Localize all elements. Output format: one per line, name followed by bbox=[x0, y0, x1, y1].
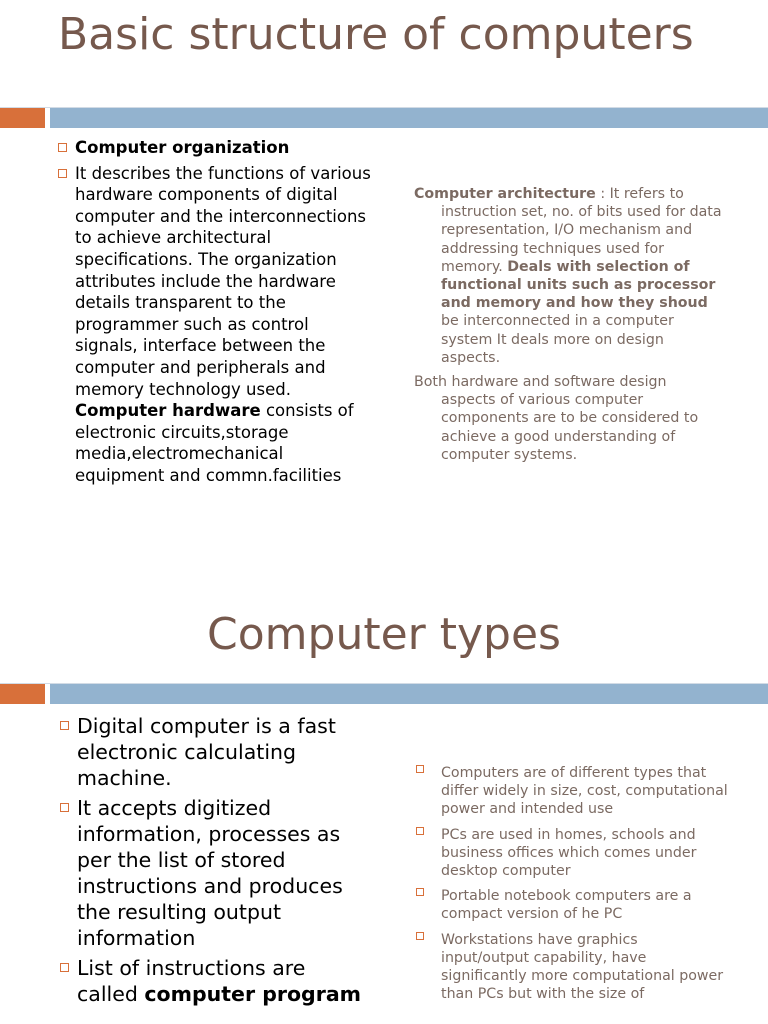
list-item: Workstations have graphics input/output capability, have significantly more computational power than PCs but with the size of bbox=[414, 931, 728, 1004]
bullet-bold-text: computer program bbox=[144, 982, 362, 1006]
slide-title: Computer types bbox=[207, 609, 561, 660]
accent-bar-orange bbox=[0, 684, 45, 704]
list-item: Computers are of different types that differ widely in size, cost, computational power and intended use bbox=[414, 764, 728, 819]
bullet-heading: Computer organization bbox=[75, 138, 290, 157]
bullet-bold-text: Computer hardware bbox=[75, 401, 261, 421]
paragraph-text: : It refers to instruction set, no. of bits used for data representation, I/O mechanism and addressing techniques used for memory. bbox=[441, 186, 722, 275]
bold-term: Computer architecture bbox=[414, 186, 596, 202]
slide-computer-types bbox=[0, 560, 768, 1024]
slide-title: Basic structure of computers bbox=[58, 9, 694, 60]
accent-bar-blue bbox=[50, 108, 768, 128]
list-item bbox=[60, 713, 370, 791]
bold-text: Deals with selection of functional units such as processor and memory and how they shoud bbox=[441, 258, 716, 312]
list-item bbox=[60, 795, 370, 951]
accent-bar-blue bbox=[50, 684, 768, 704]
paragraph-text: Both hardware and software design aspects of various computer components are to be considered to achieve a good understanding of computer systems. bbox=[414, 374, 699, 463]
architecture-text-block bbox=[414, 185, 724, 470]
paragraph bbox=[414, 185, 724, 367]
list-item bbox=[58, 163, 376, 487]
paragraph-text: be interconnected in a computer system It deals more on design aspects. bbox=[441, 313, 674, 366]
accent-bar-orange bbox=[0, 108, 45, 128]
list-item bbox=[60, 955, 370, 1007]
bullet-text: Digital computer is a fast electronic calculating machine. bbox=[77, 714, 336, 790]
list-item: PCs are used in homes, schools and business offices which comes under desktop computer bbox=[414, 826, 728, 881]
digital-computer-bullet-list bbox=[60, 713, 370, 1011]
computer-types-bullet-list bbox=[414, 764, 728, 1010]
bullet-text: It accepts digitized information, processes as per the list of stored instructions and produces the resulting output information bbox=[77, 796, 343, 950]
paragraph bbox=[414, 373, 724, 464]
list-item: Portable notebook computers are a compact version of he PC bbox=[414, 887, 728, 923]
list-item bbox=[58, 137, 376, 159]
organization-bullet-list bbox=[58, 137, 376, 491]
bullet-text: List of instructions are called bbox=[77, 956, 306, 1006]
bullet-text: consists of electronic circuits,storage media,electromechanical equipment and commn.facilities bbox=[75, 401, 354, 485]
bullet-text: It describes the functions of various hardware components of digital computer and the interconnections to achieve architectural specifications. The organization attributes include the hardware details transparent to the programmer such as control signals, interface between the computer and peripherals and memory technology used. bbox=[75, 163, 371, 399]
